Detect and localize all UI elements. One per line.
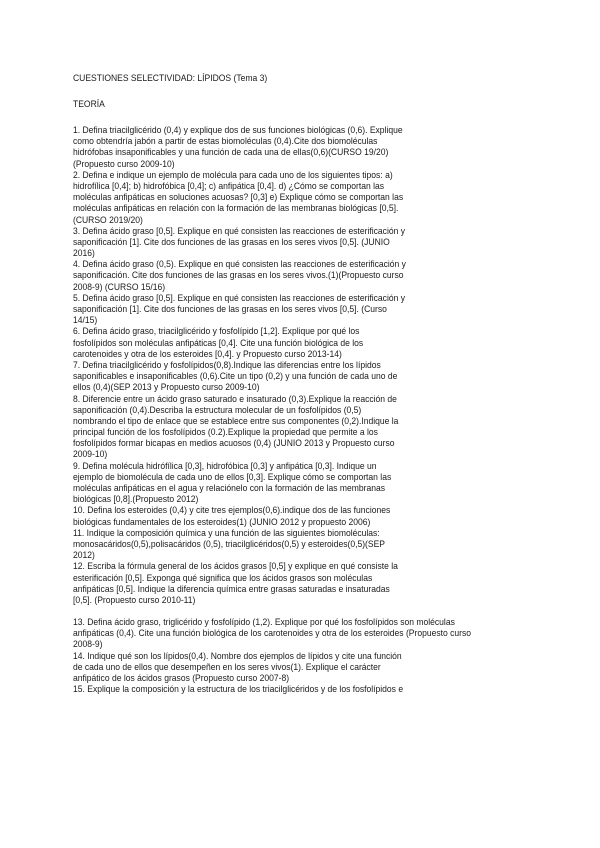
question-line: 2016) [73,248,95,259]
question-line: carotenoides y otra de los esteroides [0,4]. y Propuesto curso 2013-14) [73,348,342,359]
question-item [73,651,529,685]
question-line: hidrofílica [0,4]; b) hidrofóbica [0,4]; c) anfipática [0,4]. d) ¿Cómo se comportan las [73,180,385,191]
question-line: [0,5]. (Propuesto curso 2010-11) [73,594,196,605]
question-line: 12. Escriba la fórmula general de los ácidos grasos [0,5] y explique en qué consiste la [73,561,398,572]
question-line: anfipático de los ácidos grasos (Propuesto curso 2007-8) [73,673,290,683]
spacer [73,606,563,617]
question-line: 13. Defina ácido graso, triglicérido y fosfolípido (1,2). Explique por qué los fosfolípidos son moléculas [73,617,455,628]
question-line: 2008-9) [73,639,103,650]
question-item [73,684,529,695]
question-line: 2009-10) [73,449,108,460]
question-line: biológicas fundamentales de los esteroides(1) (JUNIO 2012 y propuesto 2006) [73,516,371,527]
question-line: fosfolípidos formar bicapas en medios acuosos (0,4) (JUNIO 2013 y Propuesto curso [73,438,395,449]
question-line: 2008-9) (CURSO 15/16) [73,281,166,292]
question-item [73,394,529,461]
question-line: monosacáridos(0,5),polisacáridos (0,5), triacilglicéridos(0,5) y esteroides(0,5)(SEP [73,538,386,549]
question-line: 2012) [73,550,95,561]
question-item [73,461,529,506]
question-line: hidrófobas insaponificables y una función de cada una de ellas(0,6)(CURSO 19/20) [73,147,389,158]
question-line: saponificación [1]. Cite dos funciones de las grasas en los seres vivos [0,5]. (Curso [73,304,387,314]
question-line: 3. Defina ácido graso [0,5]. Explique en qué consisten las reacciones de esterificación y [73,225,406,236]
question-line: como obtendría jabón a partir de estas biomoléculas (0,4).Cite dos biomoléculas [73,136,378,147]
question-line: principal función de los fosfolípidos (0.2).Explique la propiedad que permite a los [73,427,378,438]
question-line: anfipáticas [0,5]. Indique la diferencia química entre grasas saturadas e insaturadas [73,583,390,594]
question-item [73,505,529,527]
question-item [73,293,529,327]
question-line: nombrando el tipo de enlace que se establece entre sus componentes (0,2).Indique la [73,415,399,426]
question-line: 4. Defina ácido graso (0,5). Explique en qué consisten las reacciones de esterificación y [73,259,406,270]
question-line: saponificables e insaponificables (0,6).Cite un tipo (0,2) y una función de cada uno de [73,371,398,382]
question-line: 5. Defina ácido graso [0,5]. Explique en qué consisten las reacciones de esterificación y [73,292,406,303]
question-item [73,326,529,360]
question-line: ejemplo de biomolécula de cada uno de ellos [0,3]. Explique cómo se comportan las [73,471,392,482]
question-line: biológicas [0,8].(Propuesto 2012) [73,494,199,505]
question-line: de cada uno de ellos que desempeñen en los seres vivos(1). Explique el carácter [73,661,381,672]
question-line: saponificación. Cite dos funciones de las grasas en los seres vivos.(1)(Propuesto curso [73,270,404,281]
question-item [73,259,529,293]
question-line: 7. Defina triacilglicérido y fosfolípidos(0,8).Indique las diferencias entre los lípidos [73,359,381,370]
question-line: 6. Defina ácido graso, triacilglicérido y fosfolípido [1,2]. Explique por qué los [73,326,360,337]
question-item [73,561,529,606]
question-line: 1. Defina triacilglicérido (0,4) y explique dos de sus funciones biológicas (0,6). Explique [73,125,403,135]
question-item [73,360,529,394]
section-heading: TEORÍA [73,99,105,109]
question-line: fosfolípidos son moléculas anfipáticas [0,4]. Cite una función biológica de los [73,337,364,348]
question-line: saponificación [1]. Cite dos funciones de las grasas en los seres vivos [0,5]. (JUNIO [73,236,390,247]
question-item [73,617,529,651]
document-title: CUESTIONES SELECTIVIDAD: LÍPIDOS (Tema 3) [73,73,268,83]
question-line: 2. Defina e indique un ejemplo de molécula para cada uno de los siguientes tipos: a) [73,169,393,180]
question-line: ellos (0,4)(SEP 2013 y Propuesto curso 2009-10) [73,382,260,393]
question-line: moléculas anfipáticas en el agua y relaciónelo con la formación de las membranas [73,483,386,493]
question-line: 15. Explique la composición y la estructura de los triacilglicéridos y de los fosfolípidos e [73,684,404,695]
question-list [73,125,563,695]
question-line: anfipáticas (0,4). Cite una función biológica de los carotenoides y otra de los esteroides (Propuesto curso [73,628,472,639]
question-line: moléculas anfipáticas en soluciones acuosas? [0,3] e) Explique cómo se comportan las [73,192,404,203]
question-item [73,226,529,260]
question-line: 8. Diferencie entre un ácido graso saturado e insaturado (0,3).Explique la reacción de [73,393,397,404]
question-line: 10. Defina los esteroides (0,4) y cite tres ejemplos(0,6).indique dos de las funciones [73,505,391,516]
question-line: moléculas anfipáticas en relación con la formación de las membranas biológicas [0,5]. [73,203,399,214]
question-line: (CURSO 2019/20) [73,214,143,225]
question-item [73,170,529,226]
question-item [73,528,529,562]
question-line: saponificación (0,4).Describa la estructura molecular de un fosfolípidos (0,5) [73,404,362,415]
question-item [73,125,529,170]
question-line: 11. Indique la composición química y una función de las siguientes biomoléculas: [73,527,380,538]
question-line: 14. Indique qué son los lípidos(0,4). Nombre dos ejemplos de lípidos y cite una función [73,650,402,661]
question-line: esterificación [0,5]. Exponga qué significa que los ácidos grasos son moléculas [73,572,373,583]
question-line: 14/15) [73,315,98,326]
question-line: 9. Defina molécula hidrófílica [0,3], hidrofóbica [0,3] y anfipática [0,3]. Indique un [73,460,377,471]
question-line: (Propuesto curso 2009-10) [73,158,175,169]
